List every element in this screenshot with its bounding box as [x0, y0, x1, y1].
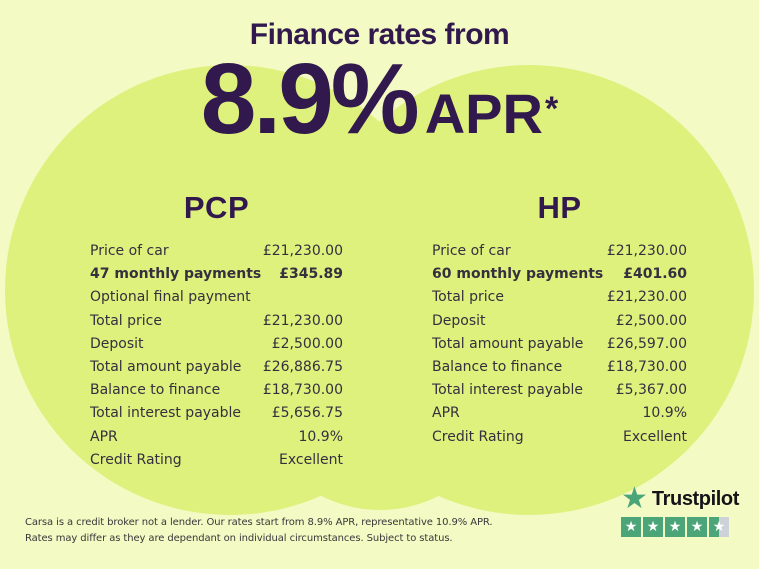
row-label: 60 monthly payments: [432, 266, 604, 283]
row-value: £21,230.00: [606, 243, 687, 259]
finance-row: [90, 426, 343, 449]
row-value: £5,367.00: [615, 382, 687, 399]
banner-title: Finance rates from: [249, 18, 510, 51]
hero-rate-block: [0, 44, 759, 154]
row-label: Balance to finance: [90, 382, 221, 399]
row-value: £5,656.75: [271, 405, 343, 422]
row-value: 10.9%: [298, 428, 343, 445]
trustpilot-logo: [621, 481, 740, 537]
finance-row: [432, 356, 687, 379]
rating-star-icon: ★: [687, 517, 707, 537]
row-label: 47 monthly payments: [90, 266, 262, 283]
row-value: £26,886.75: [262, 359, 343, 376]
rating-star-icon: ★: [665, 517, 685, 537]
rating-star-icon: ★: [709, 517, 729, 537]
row-value: £2,500.00: [615, 312, 687, 329]
finance-row: [432, 402, 687, 425]
finance-row: [90, 333, 343, 356]
row-label: Total price: [90, 312, 162, 329]
row-value: £26,597.00: [606, 335, 687, 352]
hero-asterisk: *: [544, 90, 559, 128]
finance-row: [90, 402, 343, 425]
hero-rate-value: 8.9%: [200, 43, 417, 155]
hp-title: HP: [537, 190, 582, 225]
finance-row: [432, 263, 687, 286]
row-label: APR: [90, 428, 118, 445]
pcp-rows: [90, 240, 343, 472]
rating-star-icon: ★: [621, 517, 641, 537]
row-value: Excellent: [623, 428, 687, 445]
row-value: £21,230.00: [606, 289, 687, 306]
row-value: 10.9%: [642, 405, 687, 422]
row-value: £345.89: [279, 266, 343, 283]
finance-row: [90, 286, 343, 309]
finance-row: [90, 356, 343, 379]
pcp-table: [90, 190, 343, 472]
row-label: Deposit: [90, 335, 144, 352]
trustpilot-stars: [621, 517, 739, 537]
finance-row: [90, 379, 343, 402]
row-label: Optional final payment: [90, 289, 251, 306]
pcp-title: PCP: [183, 190, 250, 225]
row-label: Credit Rating: [90, 451, 182, 468]
row-value: Excellent: [279, 451, 343, 468]
trustpilot-wordmark: Trustpilot: [651, 487, 740, 510]
row-label: Deposit: [432, 312, 486, 329]
rating-star-icon: ★: [643, 517, 663, 537]
row-value: £18,730.00: [262, 382, 343, 399]
finance-row: [432, 333, 687, 356]
row-label: Total interest payable: [432, 382, 584, 399]
disclaimer-line-2: Rates may differ as they are dependant on individual circumstances. Subject to status.: [25, 533, 453, 544]
star-icon: ★: [621, 481, 648, 516]
disclaimer-text: [25, 515, 493, 547]
finance-row: [432, 426, 687, 449]
finance-row: [432, 310, 687, 333]
row-label: Price of car: [90, 243, 169, 259]
row-label: Credit Rating: [432, 428, 524, 445]
finance-row: [432, 240, 687, 263]
disclaimer-line-1: Carsa is a credit broker not a lender. Our rates start from 8.9% APR, representative 10.9% APR.: [25, 517, 493, 528]
finance-row: [432, 379, 687, 402]
row-value: £401.60: [623, 266, 687, 283]
row-value: £2,500.00: [271, 335, 343, 352]
finance-row: [90, 263, 343, 286]
finance-row: [90, 240, 343, 263]
row-label: Total amount payable: [432, 335, 584, 352]
row-label: Price of car: [432, 243, 511, 259]
row-value: £21,230.00: [262, 312, 343, 329]
hp-rows: [432, 240, 687, 449]
row-value: £18,730.00: [606, 359, 687, 376]
finance-row: [90, 449, 343, 472]
row-label: APR: [432, 405, 460, 422]
finance-row: [90, 310, 343, 333]
row-value: £21,230.00: [262, 243, 343, 259]
finance-row: [432, 286, 687, 309]
row-label: Total amount payable: [90, 359, 242, 376]
hp-table: [432, 190, 687, 449]
row-label: Total price: [432, 289, 504, 306]
row-label: Balance to finance: [432, 359, 563, 376]
hero-rate-suffix: APR: [424, 82, 543, 145]
row-label: Total interest payable: [90, 405, 242, 422]
